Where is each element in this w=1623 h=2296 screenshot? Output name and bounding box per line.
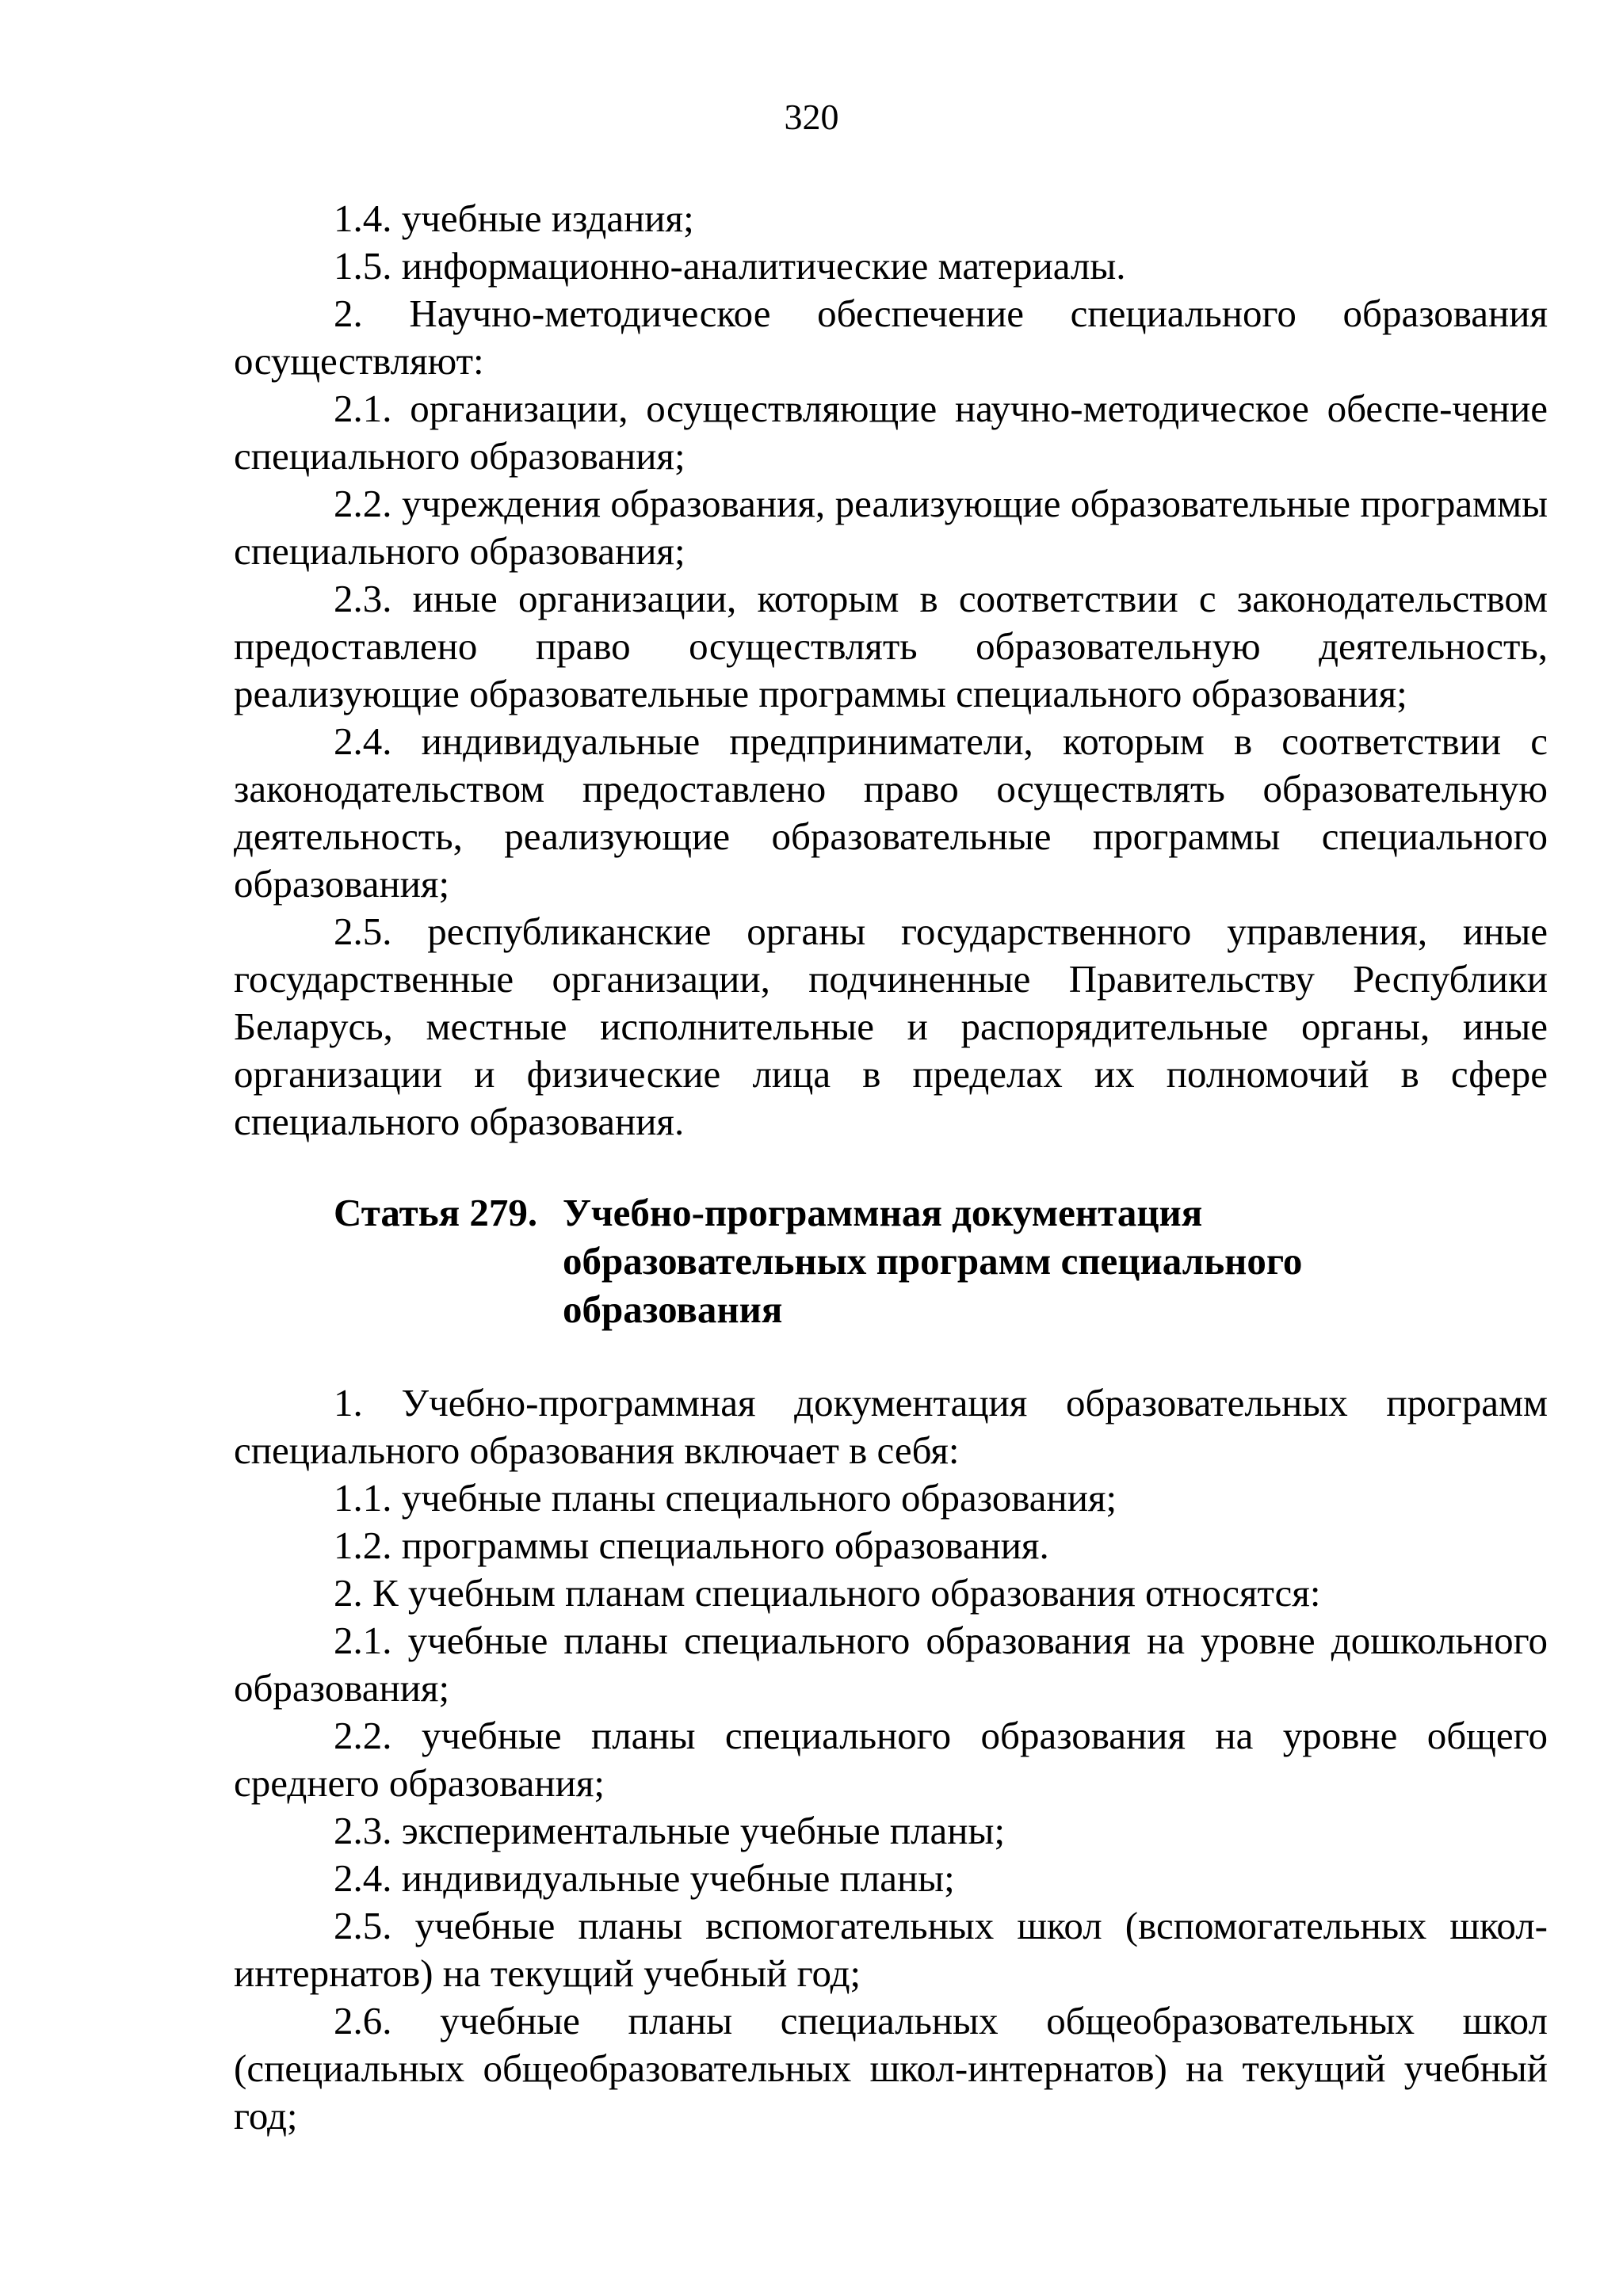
paragraph-2: 2. Научно-методическое обеспечение специального образования осуществляют: <box>234 292 1548 383</box>
article-paragraph-2-6: 2.6. учебные планы специальных общеобразовательных школ (специальных общеобразовательных школ-интернатов) на текущий учебный год; <box>234 1999 1548 2138</box>
page-number: 320 <box>784 97 839 137</box>
article-title-line-2: образовательных программ специального <box>563 1239 1303 1283</box>
article-paragraph-1-1: 1.1. учебные планы специального образования; <box>334 1476 1117 1520</box>
article-heading <box>334 1188 1548 1333</box>
paragraph-1-5: 1.5. информационно-аналитические материалы. <box>334 244 1126 288</box>
document-body <box>234 195 1548 2140</box>
article-number: Статья 279. <box>334 1191 538 1234</box>
article-paragraph-2-5: 2.5. учебные планы вспомогательных школ (вспомогательных школ-интернатов) на текущий учебный год; <box>234 1904 1548 1995</box>
article-paragraph-2-2: 2.2. учебные планы специального образования на уровне общего среднего образования; <box>234 1714 1548 1805</box>
paragraph-2-5: 2.5. республиканские органы государственного управления, иные государственные организации, подчиненные Правительству Республики Беларусь, местные исполнительные и распорядительные органы, иные организации и физические лица в пределах их полномочий в сфере специального образования. <box>234 910 1548 1143</box>
article-title-line-1: Учебно-программная документация <box>563 1191 1203 1234</box>
article-paragraph-2-4: 2.4. индивидуальные учебные планы; <box>334 1856 955 1900</box>
paragraph-2-1: 2.1. организации, осуществляющие научно-методическое обеспе-чение специального образования; <box>234 387 1548 478</box>
paragraph-1-4: 1.4. учебные издания; <box>334 196 694 240</box>
article-paragraph-2-3: 2.3. экспериментальные учебные планы; <box>334 1809 1006 1852</box>
article-title-line-3: образования <box>563 1287 783 1331</box>
paragraph-2-4: 2.4. индивидуальные предприниматели, которым в соответствии с законодательством предоставлено право осуществлять образовательную деятельность, реализующие образовательные программы специального образования; <box>234 719 1548 906</box>
article-paragraph-1-2: 1.2. программы специального образования. <box>334 1524 1049 1567</box>
paragraph-2-2: 2.2. учреждения образования, реализующие образовательные программы специального образования; <box>234 482 1548 573</box>
article-paragraph-2-1: 2.1. учебные планы специального образования на уровне дошкольного образования; <box>234 1619 1548 1710</box>
paragraph-2-3: 2.3. иные организации, которым в соответствии с законодательством предоставлено право осуществлять образовательную деятельность, реализующие образовательные программы специального образования; <box>234 577 1548 715</box>
article-title <box>563 1188 1316 1333</box>
article-paragraph-2: 2. К учебным планам специального образования относятся: <box>334 1571 1321 1615</box>
article-paragraph-1: 1. Учебно-программная документация образовательных программ специального образования включает в себя: <box>234 1381 1548 1472</box>
